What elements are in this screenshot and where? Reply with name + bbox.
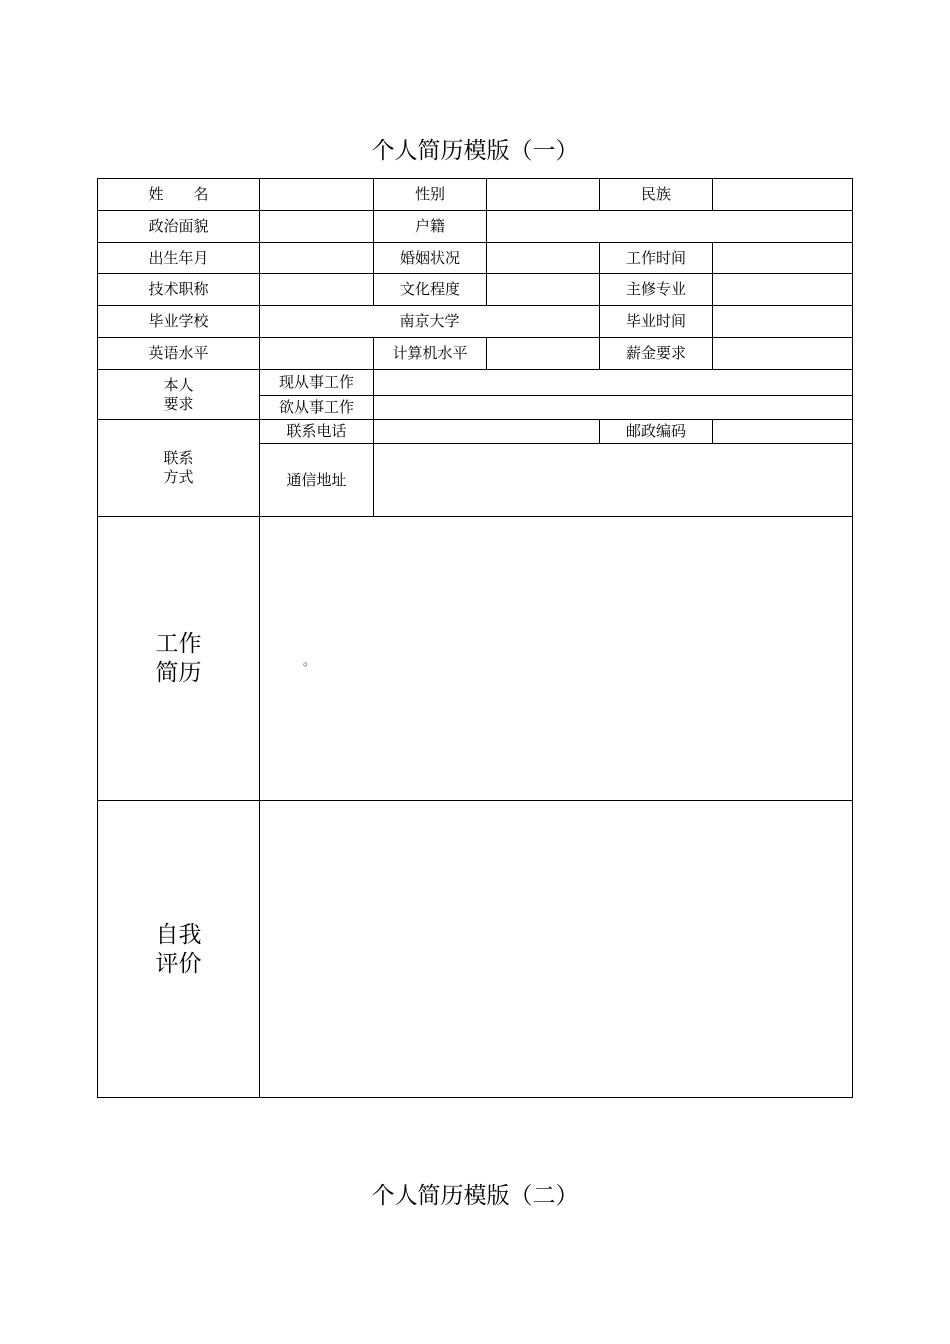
current-job-label: 现从事工作 — [259, 369, 373, 395]
contact-label-line1: 联系 — [163, 449, 194, 467]
address-label: 通信地址 — [259, 443, 373, 516]
marital-status-label: 婚姻状况 — [373, 242, 486, 273]
technical-title-value[interactable] — [259, 273, 373, 305]
personal-requirements-label — [97, 369, 259, 419]
name-value[interactable] — [259, 178, 373, 210]
desired-job-value[interactable] — [373, 395, 853, 419]
work-history-value[interactable] — [259, 516, 853, 800]
work-start-label: 工作时间 — [599, 242, 712, 273]
birth-date-label: 出生年月 — [97, 242, 259, 273]
technical-title-label: 技术职称 — [97, 273, 259, 305]
page-title: 个人简历模版（一） — [371, 138, 579, 164]
graduation-time-label: 毕业时间 — [599, 305, 712, 337]
major-value[interactable] — [712, 273, 853, 305]
table-bottom-border — [97, 1097, 853, 1098]
contact-label — [97, 419, 259, 516]
birth-date-value[interactable] — [259, 242, 373, 273]
personal-requirements-label-line2: 要求 — [163, 394, 194, 413]
work-history-mark: 。 — [303, 654, 316, 668]
school-label: 毕业学校 — [97, 305, 259, 337]
work-history-label-line1: 工作 — [155, 630, 202, 657]
self-evaluation-label — [97, 800, 259, 1098]
household-registration-label: 户籍 — [373, 210, 486, 242]
table-right-border — [852, 178, 853, 1098]
current-job-value[interactable] — [373, 369, 853, 395]
ethnicity-value[interactable] — [712, 178, 853, 210]
school-value[interactable]: 南京大学 — [259, 305, 599, 337]
household-registration-value[interactable] — [486, 210, 853, 242]
self-evaluation-value[interactable] — [259, 800, 853, 1098]
desired-job-label: 欲从事工作 — [259, 395, 373, 419]
english-level-label: 英语水平 — [97, 337, 259, 369]
phone-label: 联系电话 — [259, 419, 373, 443]
resume-form — [97, 178, 853, 1098]
gender-value[interactable] — [486, 178, 599, 210]
ethnicity-label: 民族 — [599, 178, 712, 210]
political-status-value[interactable] — [259, 210, 373, 242]
name-label — [97, 178, 259, 210]
personal-requirements-label-line1: 本人 — [163, 375, 194, 394]
second-template-title: 个人简历模版（二） — [371, 1183, 579, 1209]
computer-level-value[interactable] — [486, 337, 599, 369]
english-level-value[interactable] — [259, 337, 373, 369]
gender-label: 性别 — [373, 178, 486, 210]
postal-code-value[interactable] — [712, 419, 853, 443]
salary-requirement-value[interactable] — [712, 337, 853, 369]
phone-value[interactable] — [373, 419, 599, 443]
postal-code-label: 邮政编码 — [599, 419, 712, 443]
marital-status-value[interactable] — [486, 242, 599, 273]
major-label: 主修专业 — [599, 273, 712, 305]
work-history-label — [97, 516, 259, 800]
education-level-label: 文化程度 — [373, 273, 486, 305]
address-value[interactable] — [373, 443, 853, 516]
work-start-value[interactable] — [712, 242, 853, 273]
political-status-label: 政治面貌 — [97, 210, 259, 242]
name-label-part2: 名 — [193, 185, 209, 203]
contact-label-line2: 方式 — [163, 468, 194, 486]
name-label-part1: 姓 — [148, 185, 164, 203]
graduation-time-value[interactable] — [712, 305, 853, 337]
salary-requirement-label: 薪金要求 — [599, 337, 712, 369]
self-evaluation-label-line1: 自我 — [155, 921, 202, 948]
self-evaluation-label-line2: 评价 — [155, 950, 202, 977]
work-history-label-line2: 简历 — [155, 659, 202, 686]
computer-level-label: 计算机水平 — [373, 337, 486, 369]
education-level-value[interactable] — [486, 273, 599, 305]
